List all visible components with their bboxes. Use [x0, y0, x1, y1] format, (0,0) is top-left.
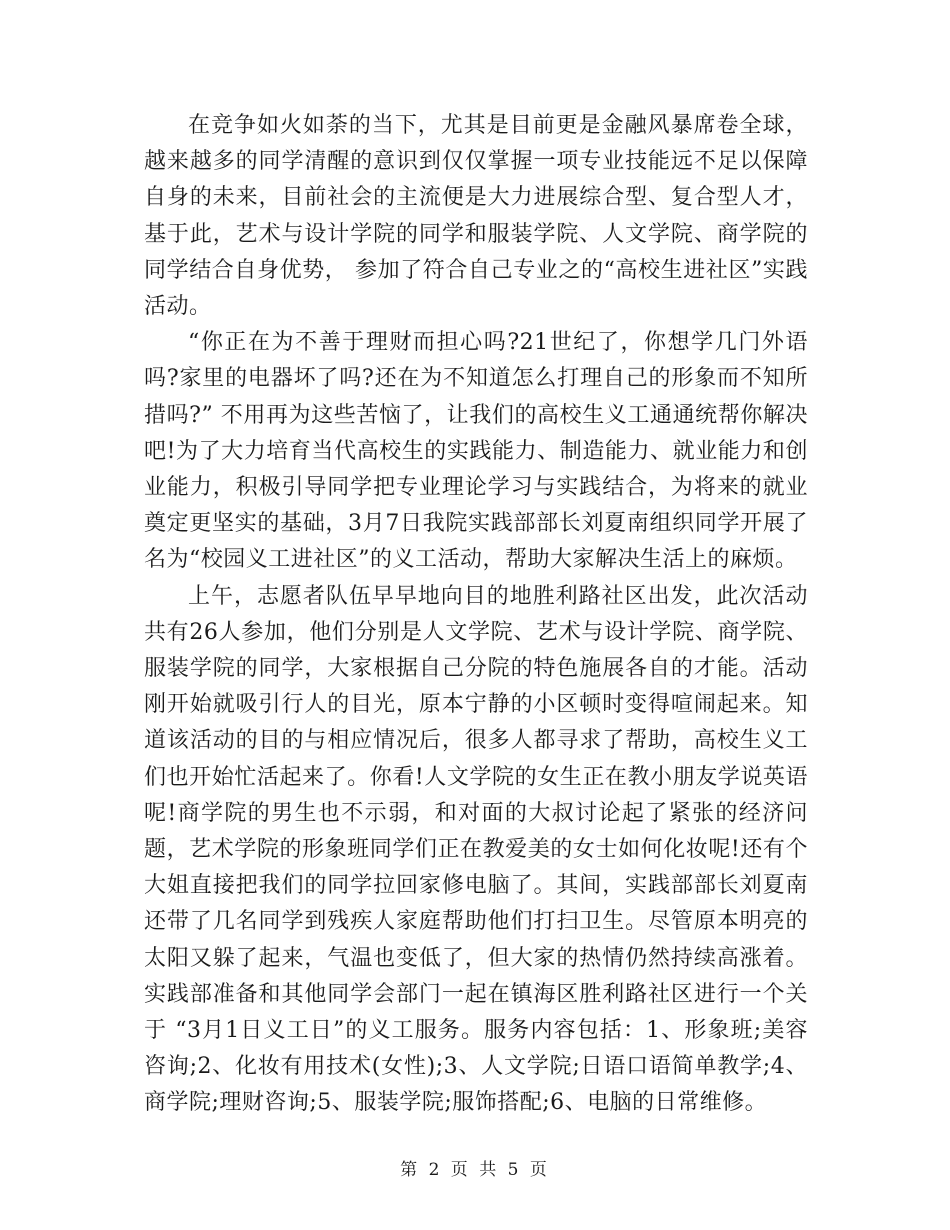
- paragraph-1: 在竞争如火如荼的当下，尤其是目前更是金融风暴席卷全球，越来越多的同学清醒的意识到仅仅掌握一项专业技能远不足以保障自身的未来，目前社会的主流便是大力进展综合型、复合型人才，基于此，艺术与设计学院的同学和服装学院、人文学院、商学院的同学结合自身优势， 参加了符合自己专业之的“高校生进社区”实践活动。: [144, 113, 808, 320]
- document-body: [144, 108, 808, 1122]
- page-number-footer: 第 2 页 共 5 页: [400, 1160, 550, 1180]
- paragraph-3: 上午，志愿者队伍早早地向目的地胜利路社区出发，此次活动共有26人参加，他们分别是人文学院、艺术与设计学院、商学院、服装学院的同学，大家根据自己分院的特色施展各自的才能。活动刚开始就吸引行人的目光，原本宁静的小区顿时变得喧闹起来。知道该活动的目的与相应情况后，很多人都寻求了帮助，高校生义工们也开始忙活起来了。你看!人文学院的女生正在教小朋友学说英语呢!商学院的男生也不示弱，和对面的大叔讨论起了紧张的经济问题，艺术学院的形象班同学们正在教爱美的女士如何化妆呢!还有个大姐直接把我们的同学拉回家修电脑了。其间，实践部部长刘夏南还带了几名同学到残疾人家庭帮助他们打扫卫生。尽管原本明亮的太阳又躲了起来，气温也变低了，但大家的热情仍然持续高涨着。实践部准备和其他同学会部门一起在镇海区胜利路社区进行一个关于 “3月1日义工日”的义工服务。服务内容包括：1、形象班;美容咨询;2、化妆有用技术(女性);3、人文学院;日语口语简单教学;4、商学院;理财咨询;5、服装学院;服饰搭配;6、电脑的日常维修。: [144, 583, 808, 1116]
- paragraph-2: “你正在为不善于理财而担心吗?21世纪了，你想学几门外语吗?家里的电器坏了吗?还在为不知道怎么打理自己的形象而不知所措吗?” 不用再为这些苦恼了，让我们的高校生义工通通统帮你解决吧!为了大力培育当代高校生的实践能力、制造能力、就业能力和创业能力，积极引导同学把专业理论学习与实践结合，为将来的就业奠定更坚实的基础，3月7日我院实践部部长刘夏南组织同学开展了名为“校园义工进社区”的义工活动，帮助大家解决生活上的麻烦。: [144, 330, 808, 573]
